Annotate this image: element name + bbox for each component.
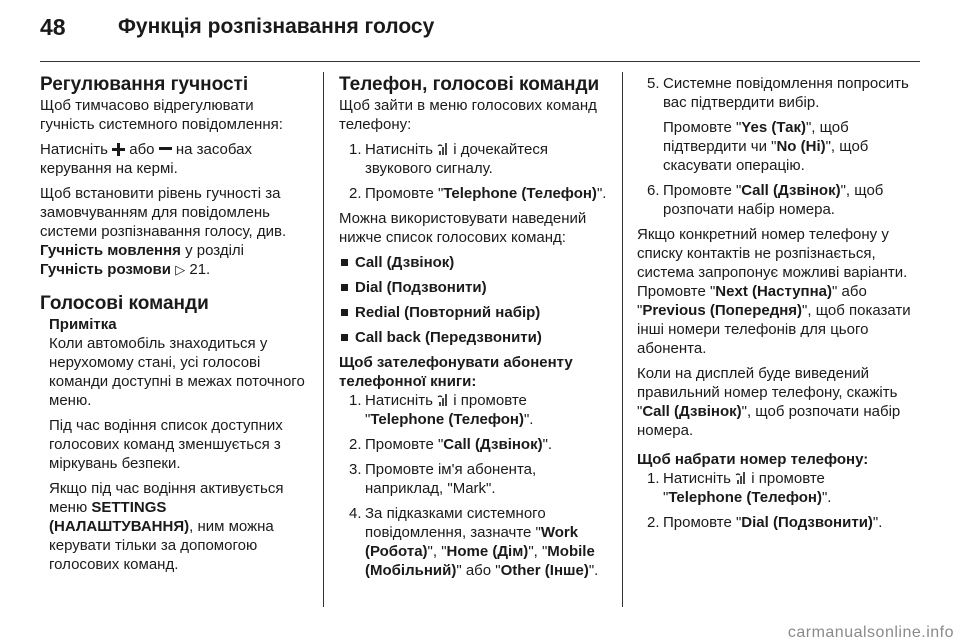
list-item: 2. Промовте "Telephone (Телефон)". — [349, 185, 607, 202]
page-header — [0, 0, 960, 62]
list-item: 2. Промовте "Dial (Подзвонити)". — [647, 514, 883, 531]
note-paragraph-1: Коли автомобіль знаходиться у нерухомому стані, усі голосові команди доступні в межах поточного меню. — [49, 335, 305, 409]
column-divider-1 — [323, 72, 324, 607]
page-ref-arrow-icon: ▷ — [175, 262, 186, 277]
note-block — [40, 315, 310, 574]
watermark: carmanualsonline.info — [787, 624, 954, 641]
list-item: 1. Натисніть і промовте "Telephone (Телефон)". — [349, 392, 534, 428]
volume-buttons-paragraph: Натисніть або на засобах керування на кермі. — [40, 141, 252, 177]
list-item: 5. Системне повідомлення попросить вас підтвердити вибір. Промовте "Yes (Так)", щоб підтвердити чи "No (Ні)", щоб скасувати операцію. — [637, 74, 922, 175]
column-3 — [637, 74, 922, 538]
column-1 — [40, 74, 310, 580]
call-paragraph: Коли на дисплей буде виведений правильний номер телефону, скажіть "Call (Дзвінок)", щоб розпочати набір номера. — [637, 365, 901, 439]
column-2 — [339, 74, 609, 586]
list-item: Dial (Подзвонити) — [339, 278, 609, 297]
list-item: 4. За підказками системного повідомлення, зазначте "Work (Робота)", "Home (Дім)", "Mobile (Мобільний)" або "Other (Інше)". — [349, 505, 599, 579]
list-item: 3. Промовте ім'я абонента, наприклад, "Mark". — [349, 461, 537, 497]
voice-button-icon — [437, 393, 449, 407]
volume-default-paragraph: Щоб встановити рівень гучності за замовчуванням для повідомлень системи розпізнавання голосу, див. Гучність мовлення у розділі Гучність розмови ▷ 21. — [40, 185, 287, 278]
phone-intro: Щоб зайти в меню голосових команд телефону: — [339, 97, 597, 133]
page-title: Функція розпізнавання голосу — [118, 15, 435, 38]
list-item: 1. Натисніть і дочекайтеся звукового сигналу. — [349, 141, 548, 177]
list-item: Call back (Передзвонити) — [339, 328, 609, 347]
confirm-paragraph: Промовте "Yes (Так)", щоб підтвердити чи "No (Ні)", щоб скасувати операцію. — [663, 119, 869, 174]
phone-commands-heading: Телефон, голосові команди — [339, 74, 600, 95]
volume-heading: Регулювання гучності — [40, 74, 249, 95]
note-heading: Примітка — [49, 316, 117, 333]
dial-steps — [637, 469, 922, 532]
list-item: 6. Промовте "Call (Дзвінок)", щоб розпочати набір номера. — [647, 182, 884, 218]
voice-button-icon — [735, 471, 747, 485]
page-number: 48 — [40, 14, 66, 40]
list-item: Call (Дзвінок) — [339, 253, 609, 272]
plus-icon — [112, 143, 125, 156]
phone-steps — [339, 140, 609, 203]
note-paragraph-2: Під час водіння список доступних голосових команд зменшується з міркувань безпеки. — [49, 417, 283, 472]
phonebook-steps — [339, 391, 609, 580]
note-paragraph-3: Якщо під час водіння активується меню SETTINGS (НАЛАШТУВАННЯ), ним можна керувати тільки за допомогою голосових команд. — [49, 480, 284, 573]
commands-intro: Можна використовувати наведений нижче список голосових команд: — [339, 210, 587, 246]
column-divider-2 — [622, 72, 623, 607]
phonebook-subheading: Щоб зателефонувати абоненту телефонної книги: — [339, 354, 573, 390]
minus-icon — [159, 143, 172, 156]
volume-intro: Щоб тимчасово відрегулювати гучність системного повідомлення: — [40, 97, 283, 133]
voice-button-icon — [437, 142, 449, 156]
speech-volume-ref: Гучність мовлення — [40, 242, 181, 259]
dial-subheading: Щоб набрати номер телефону: — [637, 451, 869, 468]
next-previous-paragraph: Якщо конкретний номер телефону у списку контактів не розпізнається, система запропонує можливі варіанти. Промовте "Next (Наступна)" або "Previous (Попередня)", щоб показати інші номери телефонів для цього абонента. — [637, 226, 911, 357]
list-item: 2. Промовте "Call (Дзвінок)". — [349, 436, 553, 453]
list-item: 1. Натисніть і промовте "Telephone (Телефон)". — [647, 470, 832, 506]
phonebook-steps-continued — [637, 74, 922, 219]
voice-commands-heading: Голосові команди — [40, 293, 209, 314]
header-rule — [40, 61, 920, 62]
command-list — [339, 253, 609, 347]
list-item: Redial (Повторний набір) — [339, 303, 609, 322]
talk-volume-ref: Гучність розмови — [40, 261, 172, 278]
